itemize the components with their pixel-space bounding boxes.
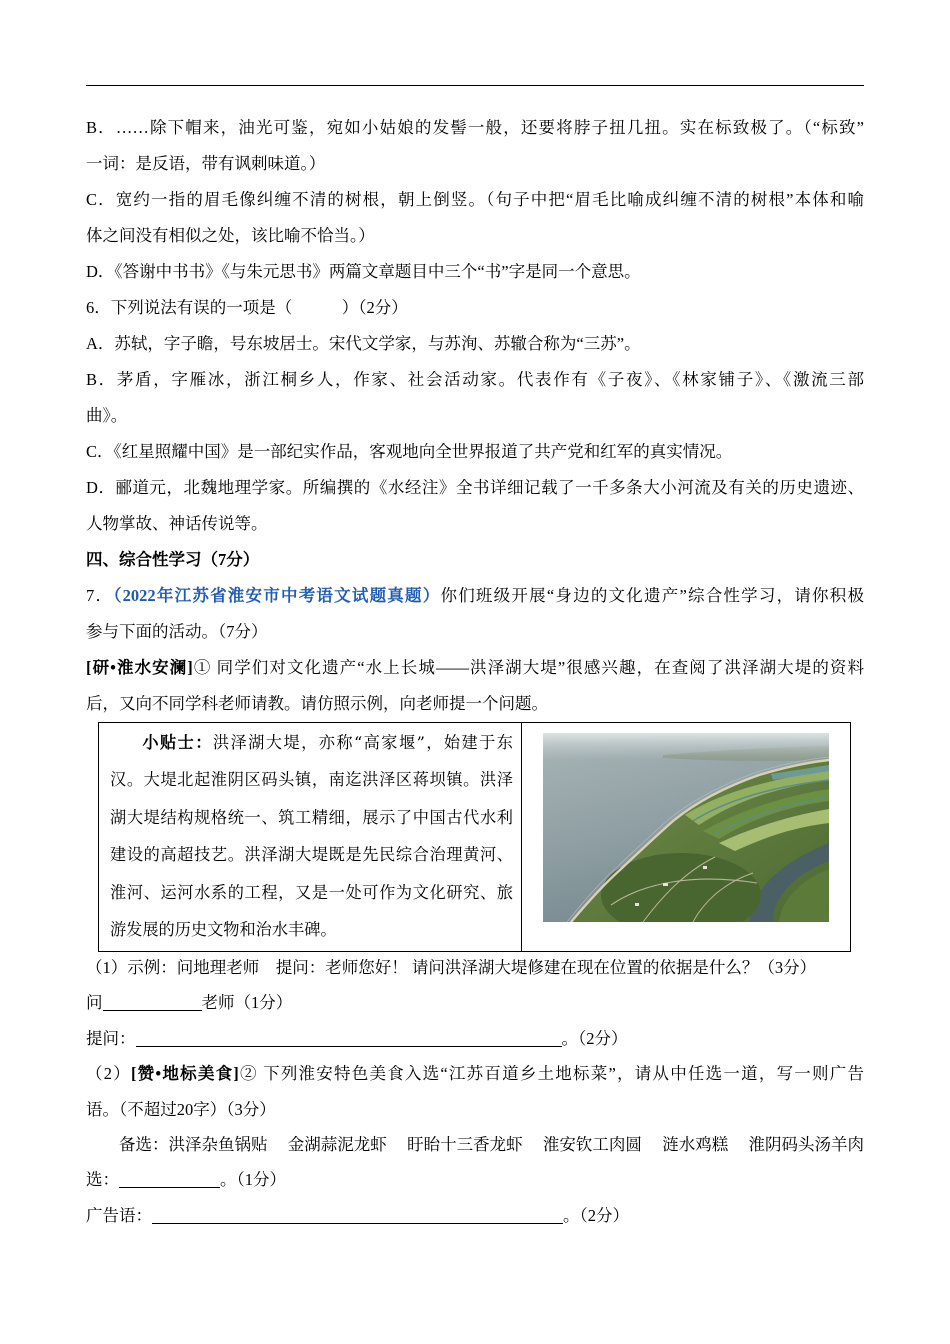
tip-line-1 (110, 724, 513, 761)
q6-option-c: C．《红星照耀中国》是一部纪实作品，客观地向全世界报道了共产党和红军的真实情况。 (86, 442, 733, 461)
q5-option-b-line-1: B．……除下帽来，油光可鉴，宛如小姑娘的发髻一般，还要将脖子扭几扭。实在标致极了。（“标致” (86, 118, 864, 137)
q6-option-a: A．苏轼，字子瞻，号东坡居士。宋代文学家，与苏洵、苏辙合称为“三苏”。 (86, 334, 641, 353)
ask-prefix: 问 (86, 993, 103, 1013)
food-option-1-group (119, 1127, 268, 1162)
q6-option-d-line-1: D．郦道元，北魏地理学家。所编撰的《水经注》全书详细记载了一千多条大小河流及有关的历史遗迹、 (86, 478, 864, 497)
q7-source: （2022年江苏省淮安市中考语文试题真题） (113, 586, 441, 605)
building-3 (635, 903, 639, 906)
q7-sub-2-number: （2） (86, 1064, 131, 1084)
food-option-2: 金湖蒜泥龙虾 (287, 1134, 387, 1154)
choice-prefix: 选： (86, 1170, 119, 1190)
question-line (86, 1021, 864, 1056)
q6-option-d-line-2: 人物掌故、神话传说等。 (86, 514, 268, 533)
choice-suffix: 。（1分） (220, 1170, 286, 1190)
section-4-heading: 四、综合性学习（7分） (86, 550, 260, 569)
tip-table-divider (521, 723, 522, 951)
food-option-6: 淮阴码头汤羊肉 (748, 1134, 864, 1154)
food-option-5: 涟水鸡糕 (662, 1134, 729, 1154)
q5-option-c-line-2: 体之间没有相似之处，该比喻不恰当。） (86, 226, 375, 245)
tip-line-5: 淮河、运河水系的工程，又是一处可作为文化研究、旅 (110, 882, 513, 902)
ask-teacher-line (86, 985, 864, 1020)
building-2 (703, 866, 707, 869)
ask-suffix: 老师（1分） (201, 993, 293, 1013)
q6-option-b-line-2: 曲》。 (86, 406, 128, 425)
q5-option-d: D．《答谢中书书》《与朱元思书》两篇文章题目中三个“书”字是同一个意思。 (86, 262, 641, 281)
q7-part-1-line-2: 后，又向不同学科老师请教。请仿照示例，向老师提一个问题。 (86, 694, 548, 713)
building-1 (663, 883, 668, 886)
slogan-answer-blank (152, 1223, 563, 1224)
tip-text-cell (110, 724, 513, 948)
question-answer-blank (136, 1046, 562, 1047)
q6-option-b-line-1: B．茅盾，字雁冰，浙江桐乡人，作家、社会活动家。代表作有《子夜》、《林家铺子》、《激流三部 (86, 370, 864, 389)
slogan-line (86, 1198, 864, 1233)
header-rule (86, 85, 864, 86)
question-suffix: 。（2分） (561, 1028, 628, 1048)
slogan-suffix: 。（2分） (563, 1205, 629, 1225)
q7-stem-line-2: 参与下面的活动。（7分） (86, 622, 268, 641)
q7-sub-2-tag: [赞•地标美食] (130, 1064, 239, 1084)
questions-5-to-7-block (86, 110, 864, 722)
choice-line (86, 1162, 864, 1197)
tip-line-4: 建设的高超技艺。洪泽湖大堤既是先民综合治理黄河、 (110, 845, 513, 865)
food-option-3: 盱眙十三香龙虾 (407, 1134, 523, 1154)
q6-stem: 6．下列说法有误的一项是（ ）（2分） (86, 298, 408, 317)
q7-number: 7． (86, 586, 114, 605)
options-label: 备选： (119, 1134, 169, 1154)
q5-option-b-line-2: 一词：是反语，带有讽刺味道。） (86, 154, 326, 173)
food-options-list (86, 1127, 864, 1162)
q7-sub-1-example: （1）示例：问地理老师 提问：老师您好！ 请问洪泽湖大堤修建在现在位置的依据是什么？（3分） (86, 958, 817, 977)
q7-sub-2-line-1 (86, 1056, 864, 1091)
slogan-prefix: 广告语： (86, 1205, 152, 1225)
tip-label: 小贴士： (142, 733, 213, 752)
tip-photo-cell (543, 733, 829, 922)
q7-part-1-line-1 (86, 650, 864, 686)
q7-part-1-text: ① 同学们对文化遗产“水上长城——洪泽湖大堤”很感兴趣，在查阅了洪泽湖大堤的资料 (192, 658, 864, 677)
question-prefix: 提问： (86, 1028, 136, 1048)
choice-answer-blank (119, 1187, 220, 1188)
q7-part-1-tag: [研•淮水安澜] (86, 658, 193, 677)
tip-line-2: 汉。大堤北起淮阴区码头镇，南迄洪泽区蒋坝镇。洪泽 (110, 770, 513, 790)
tip-line-3: 湖大堤结构规格统一、筑工精细，展示了中国古代水利 (110, 807, 513, 827)
food-option-4: 淮安钦工肉圆 (542, 1134, 642, 1154)
tip-line-1-text: 洪泽湖大堤，亦称“高家堰”，始建于东 (212, 733, 513, 752)
food-option-1: 洪泽杂鱼锅贴 (168, 1134, 268, 1154)
tip-table (98, 722, 851, 952)
teacher-subject-blank (103, 1010, 202, 1011)
q5-option-c-line-1: C．宽约一指的眉毛像纠缠不清的树根，朝上倒竖。（句子中把“眉毛比喻成纠缠不清的树根”本体和喻 (86, 190, 864, 209)
question-7-subquestions (86, 950, 864, 1233)
tip-line-6: 游发展的历史文物和治水丰碑。 (110, 919, 337, 939)
hongze-lake-dike-aerial-photo (543, 733, 829, 922)
q7-stem-text: 你们班级开展“身边的文化遗产”综合性学习，请你积极 (440, 586, 864, 605)
q7-sub-2-line-2: 语。（不超过20字）（3分） (86, 1099, 276, 1119)
q7-stem-line-1 (86, 578, 864, 614)
sky-haze (543, 733, 829, 761)
q7-sub-2-text: ② 下列淮安特色美食入选“江苏百道乡土地标菜”，请从中任选一道，写一则广告 (238, 1064, 864, 1084)
